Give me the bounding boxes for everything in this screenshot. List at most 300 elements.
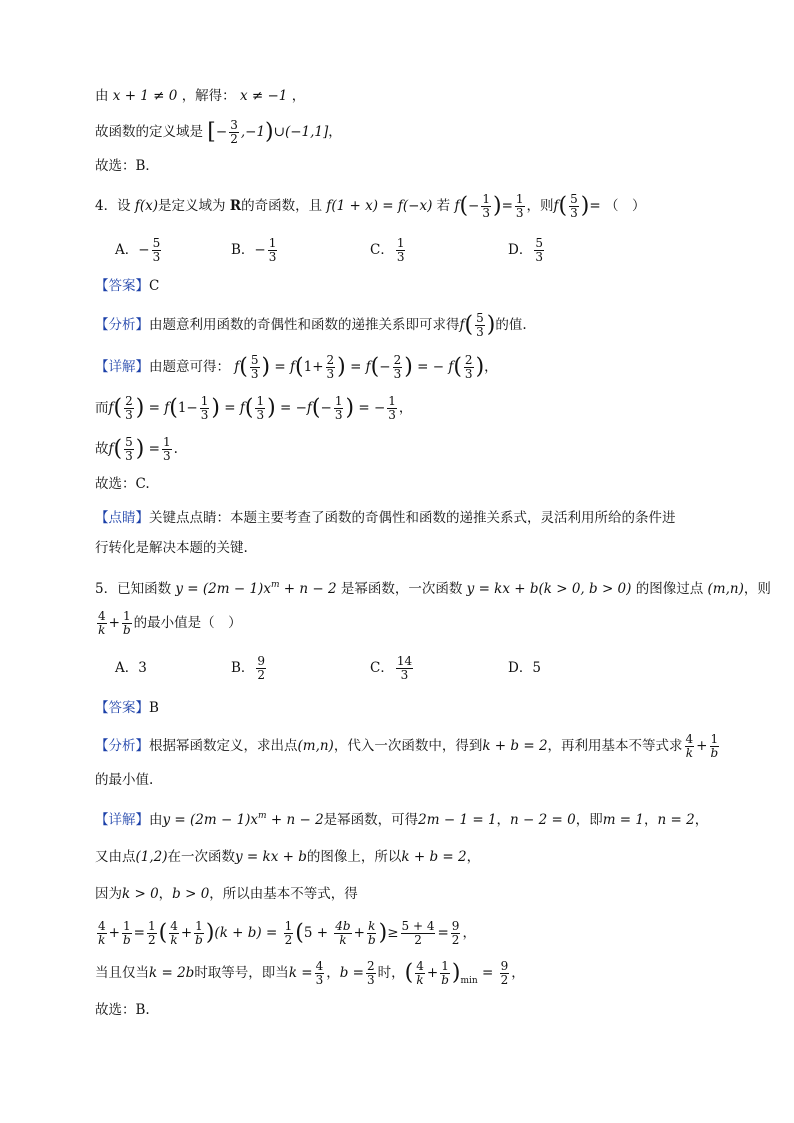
numerator: 1 — [482, 192, 490, 206]
fraction — [169, 920, 179, 947]
math-expr: ,−1 — [240, 124, 266, 140]
paren: ( — [453, 354, 462, 380]
paren: ( — [370, 354, 380, 380]
paren: ) — [580, 193, 590, 219]
math-expr: f — [454, 198, 460, 214]
fraction — [122, 610, 132, 637]
text: 由 — [95, 88, 109, 104]
numerator: 1 — [268, 236, 277, 250]
math-expr: + n − 2 — [266, 812, 324, 828]
q4-detail-line3 — [95, 436, 178, 463]
math-expr: − — [468, 198, 480, 214]
numerator: 5 — [152, 236, 161, 250]
fraction — [515, 193, 525, 220]
q4-option-c[interactable] — [370, 237, 407, 264]
denominator: 3 — [162, 449, 171, 463]
math-expr: y = (2m − 1)x — [175, 581, 271, 597]
denominator: b — [441, 973, 449, 987]
math-expr: = — [274, 359, 286, 375]
numerator: 1 — [388, 394, 396, 408]
fraction — [124, 436, 134, 463]
q5-stem-line2 — [95, 610, 242, 637]
denominator: 3 — [515, 206, 524, 220]
numerator: 9 — [451, 919, 460, 933]
numerator: 9 — [500, 959, 509, 973]
question-number: 4． — [95, 198, 118, 214]
paren: ) — [378, 920, 388, 946]
numerator: 1 — [122, 919, 131, 933]
denominator: 3 — [268, 250, 277, 264]
denominator: 3 — [476, 325, 484, 339]
paren: ) — [475, 354, 485, 380]
math-expr: 2m − 1 = 1 — [418, 812, 497, 828]
q5-option-c[interactable] — [370, 655, 415, 682]
fraction — [481, 193, 491, 220]
paren: ( — [169, 395, 178, 421]
text: 因为 — [95, 886, 122, 902]
math-expr: f — [239, 400, 245, 416]
option-label: D． — [508, 660, 533, 676]
domain-condition-line — [95, 86, 305, 106]
numerator: 2 — [125, 394, 133, 408]
fraction — [122, 920, 132, 947]
text: ， — [328, 124, 342, 140]
numerator: 1 — [195, 919, 203, 933]
paren: ) — [205, 920, 215, 946]
math-expr: = − — [358, 400, 386, 416]
q5-option-b[interactable] — [231, 655, 268, 682]
paren: ( — [404, 960, 414, 986]
q5-answer — [95, 698, 159, 718]
denominator: 3 — [570, 206, 578, 220]
text: 的图像过点 — [635, 581, 704, 597]
text: 设 — [117, 198, 131, 214]
numerator: 4b — [335, 919, 351, 933]
numerator: 5 — [250, 353, 259, 367]
math-expr: f — [459, 317, 465, 333]
fraction — [393, 354, 403, 381]
text: 是定义域为 — [158, 198, 226, 214]
fraction — [200, 395, 210, 422]
text: ，则 — [526, 198, 554, 214]
paren: ) — [486, 312, 496, 338]
text: ，则 — [743, 581, 771, 597]
detail-tag: 【详解】 — [95, 359, 149, 375]
text: 由题意可得： — [149, 359, 230, 375]
text: 在一次函数 — [167, 849, 236, 865]
denominator: 2 — [414, 933, 422, 947]
paren: ( — [459, 193, 469, 219]
numerator: 1 — [122, 609, 131, 623]
text: ， — [496, 812, 511, 828]
denominator: 2 — [230, 132, 238, 146]
text: ， — [484, 359, 498, 375]
math-expr: − — [379, 359, 391, 375]
fraction — [367, 920, 377, 947]
text: 已知函数 — [117, 581, 172, 597]
text: ， — [644, 812, 658, 828]
math-expr: x ≠ −1 — [239, 88, 288, 104]
numerator: k — [368, 919, 376, 933]
denominator: k — [339, 933, 347, 947]
math-expr: + n − 2 — [279, 581, 337, 597]
text: 关键点点睛：本题主要考查了函数的奇偶性和函数的递推关系式，灵活利用所给的条件进 — [149, 510, 676, 526]
denominator: 3 — [125, 408, 133, 422]
paren: ) — [265, 119, 274, 145]
paren: ( — [239, 354, 248, 380]
fraction — [709, 733, 719, 760]
denominator: k — [416, 973, 424, 987]
bracket: [ — [207, 119, 216, 145]
denominator: 3 — [535, 250, 543, 264]
numerator: 1 — [147, 919, 156, 933]
text: ，再利用基本不等式求 — [547, 738, 683, 754]
math-expr: = — [148, 400, 160, 416]
numerator: 9 — [257, 654, 266, 668]
math-expr: (m,n) — [297, 738, 334, 754]
denominator: 3 — [250, 367, 259, 381]
math-expr: f(x) — [134, 198, 159, 214]
denominator: k — [98, 623, 106, 637]
text: ，代入一次函数中，得到 — [333, 738, 483, 754]
math-expr: x + 1 ≠ 0 — [112, 88, 178, 104]
q4-comment-line1 — [95, 508, 676, 528]
text: ， — [291, 88, 306, 104]
fraction — [315, 960, 325, 987]
numerator: 1 — [256, 394, 265, 408]
analysis-tag: 【分析】 — [95, 738, 149, 754]
option-value: 3 — [138, 660, 147, 676]
denominator: 3 — [315, 973, 324, 987]
math-expr: m — [270, 580, 280, 590]
paren: ) — [345, 395, 355, 421]
text: 时， — [377, 965, 405, 981]
text: . — [173, 441, 178, 457]
math-expr: y = kx + b — [235, 849, 307, 865]
option-label: B． — [231, 242, 255, 258]
fraction — [334, 920, 351, 947]
math-expr: = — [224, 400, 236, 416]
fraction — [464, 354, 474, 381]
denominator: 2 — [147, 933, 156, 947]
paren: ( — [158, 920, 168, 946]
q4-option-b[interactable] — [231, 237, 279, 264]
numerator: 1 — [200, 394, 209, 408]
math-expr: = — [501, 198, 513, 214]
fraction — [569, 193, 579, 220]
denominator: 2 — [257, 668, 266, 682]
text: 是幂函数，可得 — [323, 812, 419, 828]
math-expr: 1+ — [303, 359, 324, 375]
math-expr: k = 2b — [149, 965, 195, 981]
denominator: 3 — [125, 449, 133, 463]
denominator: 3 — [388, 408, 396, 422]
text: 故函数的定义域是 — [95, 124, 203, 140]
text: 若 — [436, 198, 451, 214]
fraction — [250, 354, 260, 381]
fraction — [396, 655, 413, 682]
answer-tag: 【答案】 — [95, 278, 149, 294]
fraction — [415, 960, 425, 987]
fraction — [387, 395, 397, 422]
math-expr: − — [138, 242, 150, 258]
fraction — [500, 960, 510, 987]
text: 故 — [95, 441, 109, 457]
fraction — [194, 920, 204, 947]
math-expr: m — [258, 811, 267, 821]
paren: ( — [113, 436, 123, 462]
text: 又由点 — [95, 849, 136, 865]
numerator: 1 — [710, 732, 719, 746]
paren: ) — [135, 436, 145, 462]
math-symbol: R — [229, 198, 242, 214]
math-expr: = — [148, 441, 160, 457]
fraction — [534, 237, 544, 264]
option-label: D． — [508, 242, 533, 258]
fraction — [401, 920, 436, 947]
option-label: A． — [115, 660, 139, 676]
numerator: 1 — [396, 236, 405, 250]
denominator: 3 — [256, 408, 265, 422]
numerator: 1 — [334, 394, 343, 408]
fraction — [147, 920, 157, 947]
math-expr: + — [696, 738, 708, 754]
paren: ) — [261, 354, 271, 380]
denominator: b — [195, 933, 203, 947]
math-expr: − — [320, 400, 332, 416]
numerator: 2 — [326, 353, 335, 367]
q5-option-d[interactable] — [508, 658, 541, 678]
q4-selection: 故选：C. — [95, 476, 150, 492]
denominator: 2 — [451, 933, 460, 947]
text: 的值. — [495, 317, 527, 333]
text: ， — [466, 849, 481, 865]
q5-analysis-line1 — [95, 733, 721, 760]
math-expr: y = (2m − 1)x — [162, 812, 259, 828]
fraction — [475, 312, 485, 339]
math-expr: + — [108, 615, 120, 631]
text: 时取等号，即当 — [194, 965, 289, 981]
paren: ) — [337, 354, 346, 380]
denominator: k — [98, 933, 106, 947]
numerator: 1 — [162, 435, 171, 449]
paren: ) — [211, 395, 220, 421]
math-expr: f — [108, 400, 114, 416]
selection-text: 故选：B． — [95, 158, 159, 174]
detail-tag: 【详解】 — [95, 812, 149, 828]
denominator: 3 — [326, 367, 335, 381]
text: ， — [326, 965, 340, 981]
math-expr: f — [306, 400, 312, 416]
math-expr: k + b = 2 — [482, 738, 548, 754]
numerator: 5 — [535, 236, 543, 250]
math-expr: f — [448, 359, 454, 375]
math-expr: f — [108, 441, 114, 457]
denominator: 3 — [200, 408, 209, 422]
q4-analysis — [95, 312, 527, 339]
question-number: 5． — [95, 581, 118, 597]
denominator: 3 — [152, 250, 161, 264]
q4-answer — [95, 276, 159, 296]
math-expr: n = 2 — [657, 812, 695, 828]
q5-selection: 故选：B. — [95, 1002, 150, 1018]
text: 的图像上，所以 — [306, 849, 402, 865]
paren: ( — [464, 312, 474, 338]
q4-detail-line2 — [95, 395, 412, 422]
numerator: 2 — [464, 353, 473, 367]
paren: ( — [295, 354, 304, 380]
q5-detail-line4: $\frac{4}{k}$ + $\frac{1}{b}$ = $\frac{1}{2}$ ( $\frac{4}{k}$ + $\frac{1}{b}$ )(k + b) = $\frac{1}{2}$ (5 + $\frac{4b}{k}$ + $\frac{k}{b}$ )≥ $\frac{5 + 4}{2}$ = $\frac{9}{2}$ ， — [98, 919, 476, 947]
numerator: 5 — [125, 435, 133, 449]
denominator: 3 — [400, 668, 409, 682]
q5-stem-line1 — [95, 575, 771, 599]
text: 是幂函数，一次函数 — [340, 581, 463, 597]
comment-tag: 【点睛】 — [95, 510, 149, 526]
fraction — [326, 354, 336, 381]
numerator: 4 — [170, 919, 178, 933]
denominator: b — [122, 623, 131, 637]
q4-stem — [95, 193, 645, 220]
fraction — [229, 119, 239, 146]
math-expr: ∪(−1,1] — [273, 124, 329, 140]
q5-analysis-line2: 的最小值. — [95, 772, 154, 788]
fraction — [97, 920, 107, 947]
q4-option-a[interactable] — [115, 237, 163, 264]
text: ， — [511, 965, 525, 981]
fraction — [152, 237, 162, 264]
math-expr: f — [164, 400, 170, 416]
text: 的最小值是（ ） — [133, 615, 242, 631]
text: ， — [158, 886, 173, 902]
math-expr: (m,n) — [707, 581, 744, 597]
text: 的奇函数，且 — [241, 198, 323, 214]
math-expr: k = — [288, 965, 313, 981]
numerator: 4 — [98, 609, 106, 623]
fraction — [396, 237, 406, 264]
fraction — [97, 610, 107, 637]
denominator: 3 — [334, 408, 343, 422]
text: ， — [398, 400, 413, 416]
fraction — [334, 395, 344, 422]
denominator: 3 — [367, 973, 375, 987]
option-label: C． — [370, 242, 394, 258]
fraction — [162, 436, 172, 463]
paren: ) — [135, 395, 145, 421]
option-value: 5 — [532, 660, 541, 676]
numerator: 1 — [284, 919, 293, 933]
paren: ) — [451, 960, 461, 986]
math-expr: = — [350, 359, 362, 375]
denominator: 3 — [464, 367, 473, 381]
text: ， — [694, 812, 709, 828]
denominator: b — [710, 746, 719, 760]
math-expr: 1− — [177, 400, 198, 416]
denominator: 3 — [393, 367, 402, 381]
math-expr: = — [437, 925, 449, 941]
fraction — [256, 655, 266, 682]
math-expr: f — [365, 359, 371, 375]
denominator: 3 — [482, 206, 490, 220]
math-expr: m = 1 — [602, 812, 644, 828]
q4-option-d[interactable] — [508, 237, 546, 264]
analysis-tag: 【分析】 — [95, 317, 149, 333]
q5-detail-line3 — [95, 884, 358, 904]
numerator: 14 — [396, 654, 413, 668]
fraction — [685, 733, 695, 760]
subscript: min — [460, 976, 478, 986]
math-expr: k > 0 — [122, 886, 159, 902]
paren: ) — [267, 395, 276, 421]
paren: ) — [493, 193, 502, 219]
math-expr: − — [254, 242, 266, 258]
math-expr: = − — [280, 400, 307, 416]
numerator: 5 — [570, 192, 578, 206]
fraction — [440, 960, 450, 987]
numerator: 5 — [476, 311, 484, 325]
text: ，所以由基本不等式，得 — [209, 886, 358, 902]
q5-detail-line5: 当且仅当k = 2b时取等号，即当k = $\frac{4}{3}$ ，b = $\frac{2}{3}$ 时，( $\frac{4}{k}$ + $\frac{1}{b}$ )$_{min}$ = $\frac{9}{2}$ ， — [95, 959, 525, 987]
text: ，即 — [575, 812, 603, 828]
math-expr: n − 2 = 0 — [510, 812, 576, 828]
denominator: k — [685, 746, 693, 760]
option-label: A． — [115, 242, 139, 258]
numerator: 4 — [315, 959, 324, 973]
numerator: 4 — [416, 959, 424, 973]
math-expr: f — [234, 359, 240, 375]
text: = （ ） — [589, 198, 646, 214]
math-expr: (k + b) — [214, 925, 262, 941]
q5-option-a[interactable] — [115, 658, 147, 678]
q5-detail-line1 — [95, 806, 708, 830]
math-expr: k + b = 2 — [401, 849, 467, 865]
text: 根据幂函数定义，求出点 — [149, 738, 298, 754]
option-label: B． — [231, 660, 255, 676]
denominator: k — [170, 933, 178, 947]
denominator: 2 — [500, 973, 509, 987]
text: 当且仅当 — [95, 965, 149, 981]
fraction — [451, 920, 461, 947]
fraction — [284, 920, 294, 947]
text: 而 — [95, 400, 109, 416]
paren: ( — [113, 395, 123, 421]
answer-tag: 【答案】 — [95, 700, 149, 716]
q5-detail-line2 — [95, 847, 480, 867]
answer-value: C — [149, 278, 160, 294]
paren: ( — [295, 920, 304, 946]
option-label: C． — [370, 660, 394, 676]
numerator: 2 — [367, 959, 375, 973]
answer-value: B — [149, 700, 159, 716]
math-expr: ≥ — [387, 925, 399, 941]
math-expr: b = — [339, 965, 364, 981]
numerator: 1 — [515, 192, 524, 206]
domain-result-line — [95, 119, 342, 146]
paren: ) — [404, 354, 413, 380]
math-expr: f(1 + x) = f(−x) — [326, 198, 433, 214]
text: ，解得： — [181, 88, 236, 104]
q4-comment-line2: 行转化是解决本题的关键. — [95, 540, 248, 556]
math-expr: = − — [417, 359, 445, 375]
math-expr: y = kx + b(k > 0, b > 0) — [466, 581, 632, 597]
math-expr: (1,2) — [135, 849, 168, 865]
denominator: b — [122, 933, 131, 947]
paren: ( — [558, 193, 568, 219]
fraction — [255, 395, 265, 422]
denominator: b — [367, 933, 376, 947]
text: 由 — [149, 812, 163, 828]
math-expr: f — [553, 198, 559, 214]
fraction — [268, 237, 278, 264]
